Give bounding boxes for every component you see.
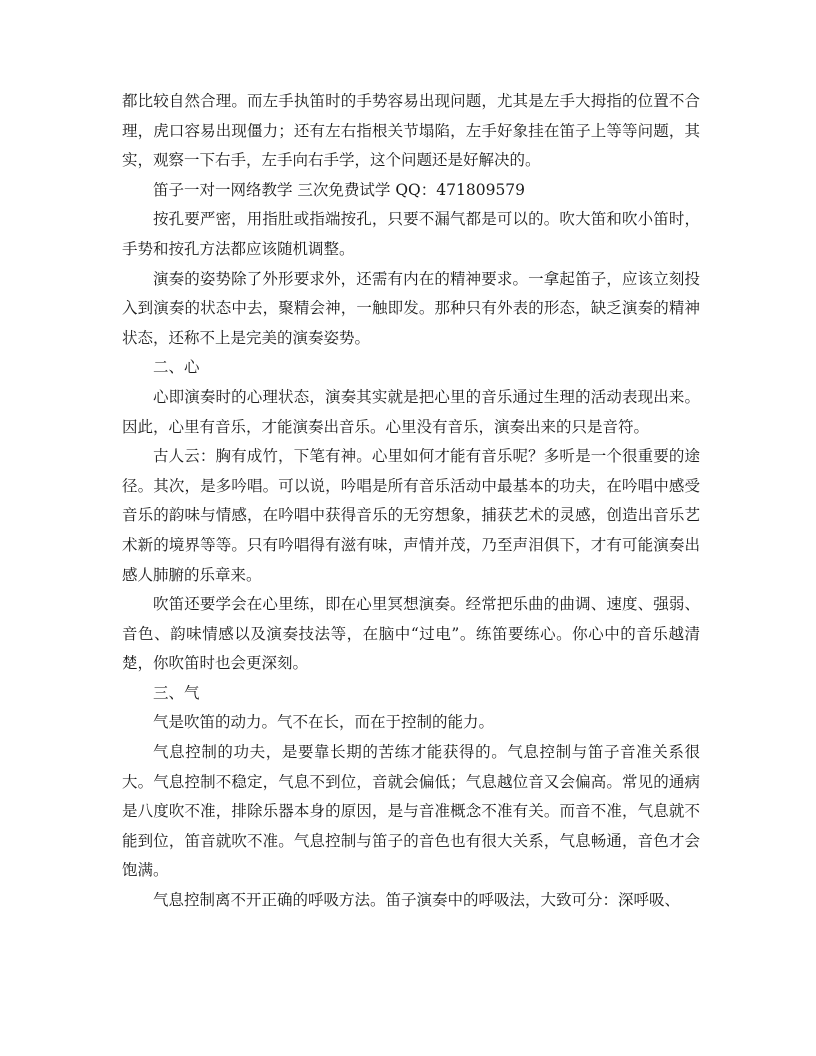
paragraph-breathing-method: 气息控制离不开正确的呼吸方法。笛子演奏中的呼吸法，大致可分：深呼吸、 [153, 891, 681, 910]
paragraph-breath-control: 气息控制的功夫，是要靠长期的苦练才能获得的。气息控制与笛子音准关系很大。气息控制不稳定，气息不到位，音就会偏低；气息越位音又会偏高。常见的通病是八度吹不准，排除乐器本身的原因，是与音准概念不准有关。而音不准，气息就不能到位，笛音就吹不准。气息控制与笛子的音色也有很大关系，气息畅通，音色才会饱满。 [122, 743, 700, 880]
paragraph-advertisement: 笛子一对一网络教学 三次免费试学 QQ：471809579 [153, 180, 526, 199]
section-heading-heart: 二、心 [153, 358, 200, 377]
paragraph-mental-practice: 吹笛还要学会在心里练，即在心里冥想演奏。经常把乐曲的曲调、速度、强弱、音色、韵味情感以及演奏技法等，在脑中“过电”。练笛要练心。你心中的音乐越清楚，你吹笛时也会更深刻。 [122, 595, 700, 673]
paragraph-mental-state: 心即演奏时的心理状态，演奏其实就是把心里的音乐通过生理的活动表现出来。因此，心里有音乐，才能演奏出音乐。心里没有音乐，演奏出来的只是音符。 [122, 387, 700, 436]
section-heading-breath: 三、气 [153, 683, 200, 702]
paragraph-left-hand-posture: 都比较自然合理。而左手执笛时的手势容易出现问题，尤其是左手大拇指的位置不合理，虎口容易出现僵力；还有左右指根关节塌陷，左手好象挂在笛子上等等问题，其实，观察一下右手，左手向右手学，这个问题还是好解决的。 [122, 92, 700, 170]
document-page [122, 87, 700, 916]
paragraph-performance-posture: 演奏的姿势除了外形要求外，还需有内在的精神要求。一拿起笛子，应该立刻投入到演奏的状态中去，聚精会神，一触即发。那种只有外表的形态，缺乏演奏的精神状态，还称不上是完美的演奏姿势。 [122, 269, 700, 347]
paragraph-finger-holes: 按孔要严密，用指肚或指端按孔，只要不漏气都是可以的。吹大笛和吹小笛时，手势和按孔方法都应该随机调整。 [122, 210, 700, 258]
paragraph-singing: 古人云：胸有成竹，下笔有神。心里如何才能有音乐呢？多听是一个很重要的途径。其次，是多吟唱。可以说，吟唱是所有音乐活动中最基本的功夫，在吟唱中感受音乐的韵味与情感，在吟唱中获得音乐的无穷想象，捕获艺术的灵感，创造出音乐艺术新的境界等等。只有吟唱得有滋有味，声情并茂，乃至声泪俱下，才有可能演奏出感人肺腑的乐章来。 [122, 447, 700, 584]
paragraph-breath-power: 气是吹笛的动力。气不在长，而在于控制的能力。 [153, 713, 495, 732]
